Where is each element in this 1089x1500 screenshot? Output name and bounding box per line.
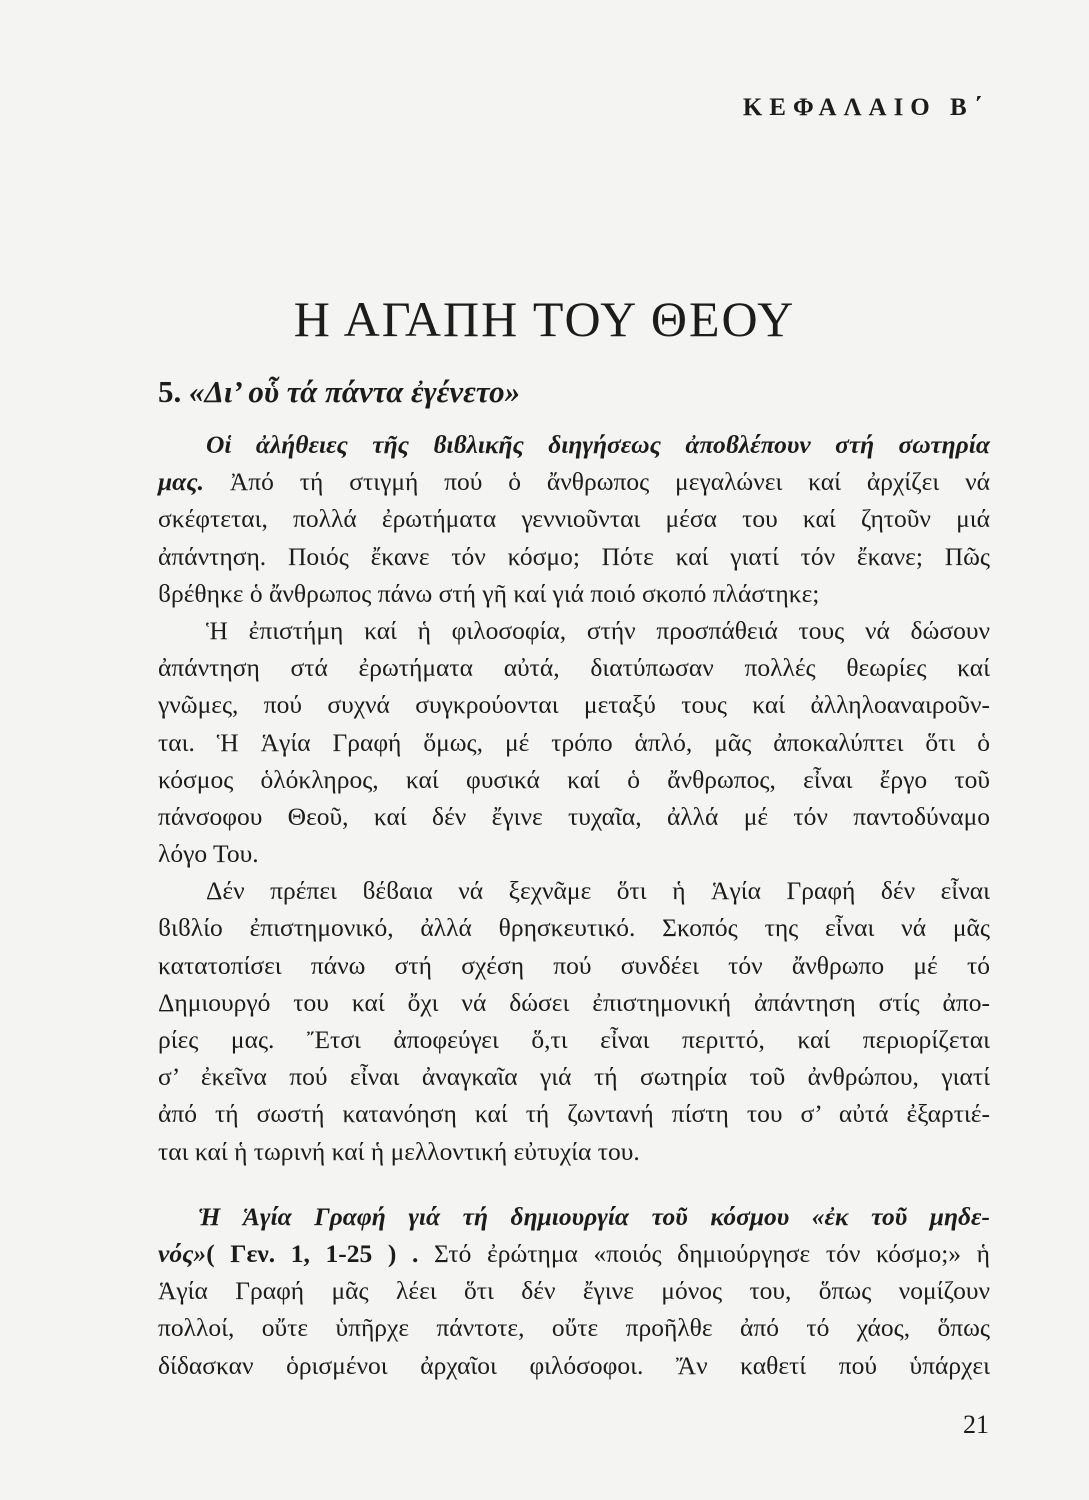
section-heading xyxy=(158,374,520,410)
text-line: ϐιϐλίο ἐπιστημονικό, ἀλλά θρησκευτικό. Σκοπός της εἶναι νά μᾶς xyxy=(158,913,990,943)
text-line xyxy=(158,1198,990,1235)
paragraph-lead: μας. xyxy=(158,467,205,497)
text-line xyxy=(158,1235,990,1272)
text-line: ἀπό τή σωστή κατανόηση καί τή ζωντανή πίστη του σ’ αὐτά ἐξαρτιέ- xyxy=(158,1099,990,1129)
text-line: Ἁγία Γραφή μᾶς λέει ὅτι δέν ἔγινε μόνος του, ὅπως νομίζουν xyxy=(158,1276,990,1306)
text-line: σ’ ἐκεῖνα πού εἶναι ἀναγκαῖα γιά τή σωτηρία τοῦ ἀνθρώπου, γιατί xyxy=(158,1062,990,1092)
text-line xyxy=(158,463,990,500)
text-line xyxy=(158,426,990,463)
page-title: Η ΑΓΑΠΗ ΤΟΥ ΘΕΟΥ xyxy=(293,291,796,347)
text-line: κατατοπίσει πάνω στή σχέση πού συνδέει τόν ἄνθρωπο μέ τό xyxy=(158,950,990,980)
text-span: Ἀπό τή στιγμή πού ὁ ἄνθρωπος μεγαλώνει καί ἀρχίζει νά xyxy=(204,467,990,497)
section-number: 5. xyxy=(158,374,182,409)
bible-reference: ( Γεν. 1, 1-25 ) . xyxy=(206,1238,419,1268)
text-line: ρίες μας. Ἔτσι ἀποφεύγει ὅ,τι εἶναι περιττό, καί περιορίζεται xyxy=(158,1025,990,1054)
text-line: λόγο Του. xyxy=(158,839,259,869)
paragraph-lead: Οἱ ἀλήθειες τῆς ϐιϐλικῆς διηγήσεως ἀποϐλέπουν στή σωτηρία xyxy=(206,430,990,459)
text-line: σκέφτεται, πολλά ἐρωτήματα γεννιοῦνται μέσα του καί ζητοῦν μιά xyxy=(158,504,990,534)
section-title: «Δι’ οὗ τά πάντα ἐγένετο» xyxy=(189,374,521,409)
text-line: ται. Ἡ Ἁγία Γραφή ὅμως, μέ τρόπο ἁπλό, μᾶς ἀποκαλύπτει ὅτι ὁ xyxy=(158,727,990,757)
paragraph-lead: Ἡ Ἁγία Γραφή γιά τή δημιουργία τοῦ κόσμου «ἐκ τοῦ μηδε- xyxy=(198,1201,990,1231)
text-line: γνῶμες, πού συχνά συγκρούονται μεταξύ τους καί ἀλληλοαναιροῦν- xyxy=(158,690,990,720)
text-line: κόσμος ὁλόκληρος, καί φυσικά καί ὁ ἄνθρωπος, εἶναι ἔργο τοῦ xyxy=(158,764,990,794)
text-line: ἀπάντηση. Ποιός ἔκανε τόν κόσμο; Πότε καί γιατί τόν ἔκανε; Πῶς xyxy=(158,541,990,571)
paragraph-lead: νός» xyxy=(158,1238,207,1268)
text-line: ϐρέθηκε ὁ ἄνθρωπος πάνω στή γῆ καί γιά ποιό σκοπό πλάστηκε; xyxy=(158,578,820,608)
text-line: πολλοί, οὔτε ὑπῆρχε πάντοτε, οὔτε προῆλθε ἀπό τό χάος, ὅπως xyxy=(158,1313,990,1343)
chapter-label: ΚΕΦΑΛΑΙΟ Β΄ xyxy=(742,94,989,121)
text-line: Ἡ ἐπιστήμη καί ἡ φιλοσοφία, στήν προσπάθειά τους νά δώσουν xyxy=(206,615,990,645)
text-line: δίδασκαν ὁρισμένοι ἀρχαῖοι φιλόσοφοι. Ἄν καθετί πού ὑπάρχει xyxy=(158,1350,990,1380)
text-line: ἀπάντηση στά ἐρωτήματα αὐτά, διατύπωσαν πολλές θεωρίες καί xyxy=(158,653,990,683)
text-line: Δέν πρέπει ϐέϐαια νά ξεχνᾶμε ὅτι ἡ Ἁγία Γραφή δέν εἶναι xyxy=(206,876,990,906)
text-line: πάνσοφου Θεοῦ, καί δέν ἔγινε τυχαῖα, ἀλλά μέ τόν παντοδύναμο xyxy=(158,801,990,831)
text-span: Στό ἐρώτημα «ποιός δημιούργησε τόν κόσμο;» ἡ xyxy=(418,1238,990,1268)
body-text xyxy=(158,426,990,1384)
page-number: 21 xyxy=(963,1410,989,1439)
text-line: Δημιουργό του καί ὄχι νά δώσει ἐπιστημονική ἀπάντηση στίς ἀπο- xyxy=(158,987,990,1017)
paragraph-gap xyxy=(158,1170,990,1198)
text-line: ται καί ἡ τωρινή καί ἡ μελλοντική εὐτυχία του. xyxy=(158,1136,640,1166)
